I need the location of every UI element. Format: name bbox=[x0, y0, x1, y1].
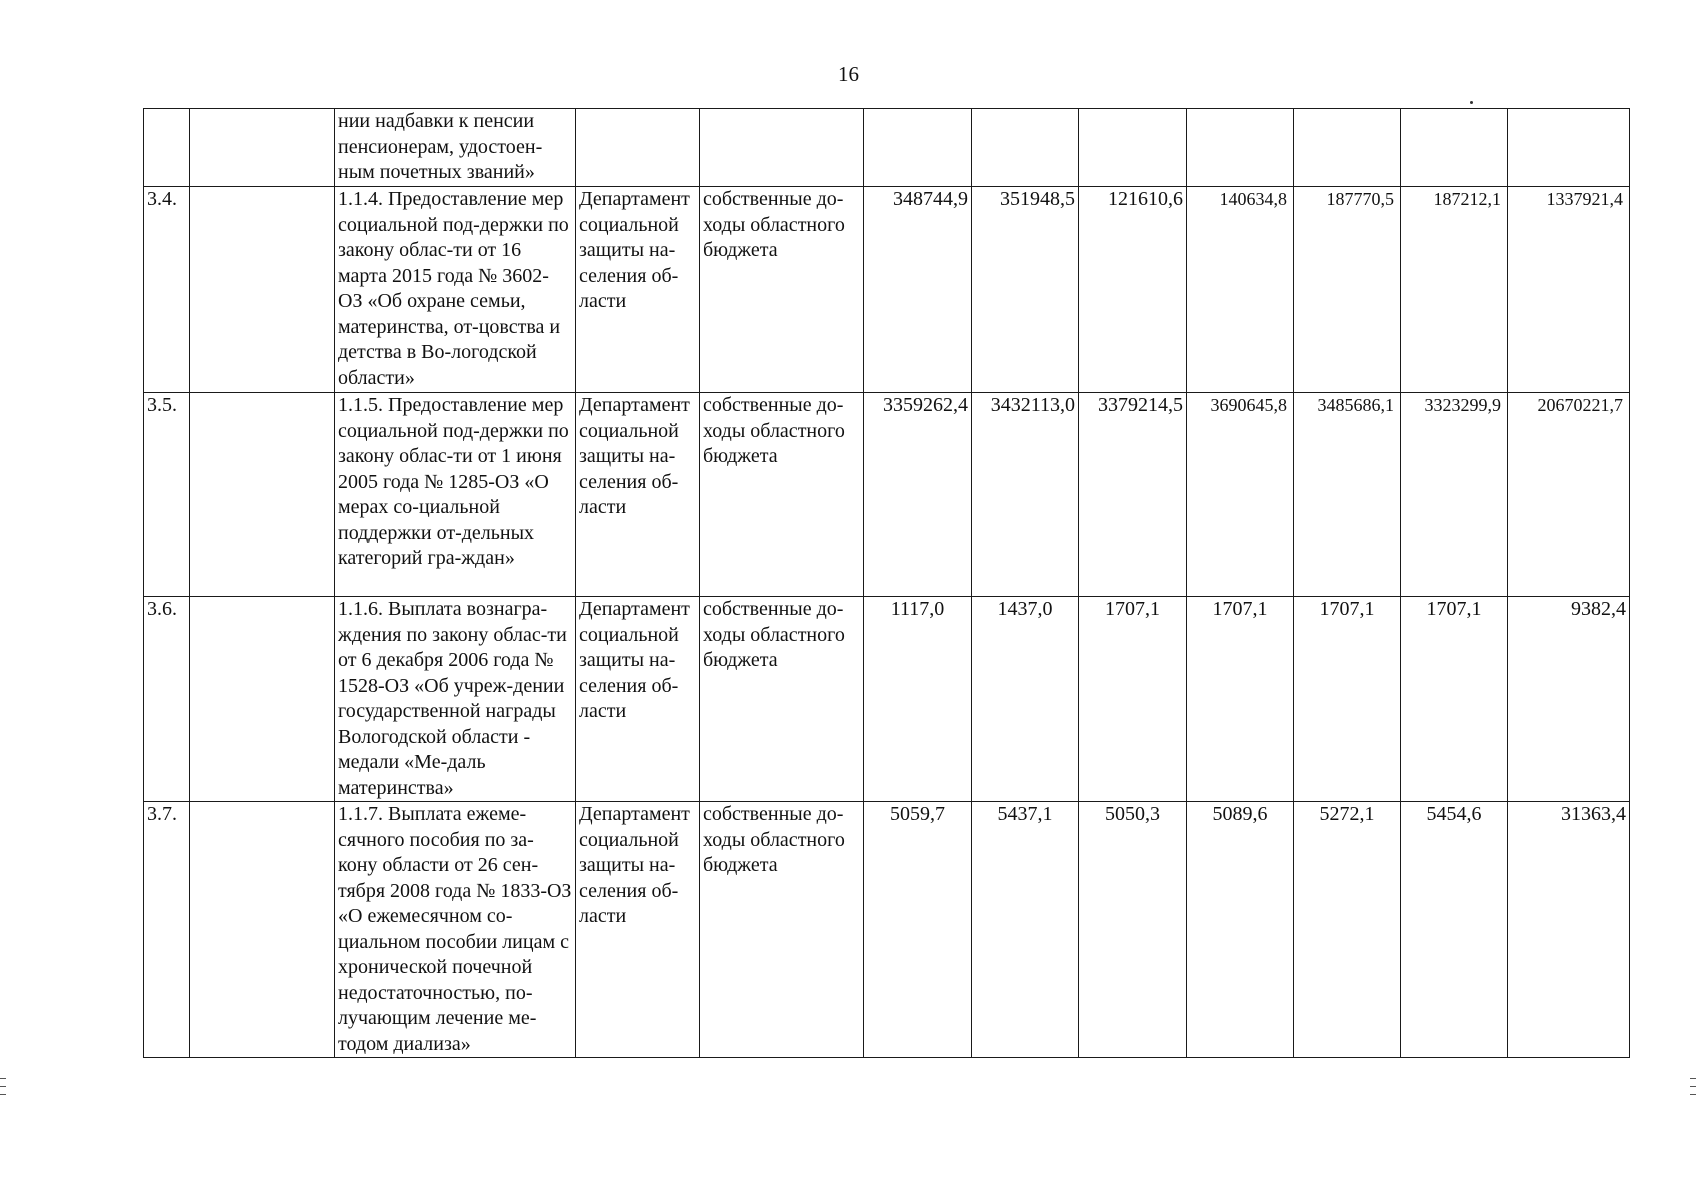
value-cell bbox=[1187, 109, 1294, 187]
left-edge-mark bbox=[0, 1078, 6, 1079]
table-row bbox=[144, 802, 1630, 1058]
value-cell: 5050,3 bbox=[1079, 802, 1187, 1058]
blank-cell bbox=[190, 109, 335, 187]
value-cell: 5454,6 bbox=[1401, 802, 1508, 1058]
right-edge-mark bbox=[1690, 1094, 1696, 1095]
right-edge-mark bbox=[1690, 1078, 1696, 1079]
value-cell bbox=[1508, 109, 1630, 187]
value-cell: 3432113,0 bbox=[972, 393, 1079, 597]
value-cell: 3359262,4 bbox=[864, 393, 972, 597]
value-cell: 187770,5 bbox=[1294, 187, 1401, 393]
value-cell: 1117,0 bbox=[864, 597, 972, 802]
page-number: 16 bbox=[838, 62, 859, 86]
value-cell: 351948,5 bbox=[972, 187, 1079, 393]
value-cell: 20670221,7 bbox=[1508, 393, 1630, 597]
value-cell bbox=[864, 109, 972, 187]
row-number: 3.6. bbox=[144, 597, 190, 802]
value-cell: 5437,1 bbox=[972, 802, 1079, 1058]
blank-cell bbox=[190, 597, 335, 802]
value-cell: 1437,0 bbox=[972, 597, 1079, 802]
value-cell: 3690645,8 bbox=[1187, 393, 1294, 597]
value-cell: 5059,7 bbox=[864, 802, 972, 1058]
row-number bbox=[144, 109, 190, 187]
value-cell: 187212,1 bbox=[1401, 187, 1508, 393]
funding-source: собственные до-ходы областного бюджета bbox=[700, 802, 864, 1058]
table-row bbox=[144, 393, 1630, 597]
value-cell: 9382,4 bbox=[1508, 597, 1630, 802]
measure-name: 1.1.7. Выплата ежеме-сячного пособия по за-кону области от 26 сен-тября 2008 года № 1833-ОЗ «О ежемесячном со-циальном пособии лицам с хронической почечной недостаточностью, по-лучающим лечение ме-тодом диализа» bbox=[335, 802, 576, 1058]
blank-cell bbox=[190, 393, 335, 597]
measure-name: 1.1.4. Предоставление мер социальной под-держки по закону облас-ти от 16 марта 2015 года № 3602-ОЗ «Об охране семьи, материнства, от-цовства и детства в Во-логодской области» bbox=[335, 187, 576, 393]
value-cell: 1707,1 bbox=[1187, 597, 1294, 802]
value-cell: 1337921,4 bbox=[1508, 187, 1630, 393]
blank-cell bbox=[190, 187, 335, 393]
department: Департамент социальной защиты на-селения об-ласти bbox=[576, 393, 700, 597]
value-cell: 3379214,5 bbox=[1079, 393, 1187, 597]
value-cell bbox=[1294, 109, 1401, 187]
value-cell bbox=[1079, 109, 1187, 187]
left-edge-mark bbox=[0, 1086, 6, 1087]
department: Департамент социальной защиты на-селения об-ласти bbox=[576, 187, 700, 393]
measure-name: 1.1.5. Предоставление мер социальной под-держки по закону облас-ти от 1 июня 2005 года № 1285-ОЗ «О мерах со-циальной поддержки от-дельных категорий гра-ждан» bbox=[335, 393, 576, 597]
funding-source: собственные до-ходы областного бюджета bbox=[700, 393, 864, 597]
row-number: 3.7. bbox=[144, 802, 190, 1058]
funding-source: собственные до-ходы областного бюджета bbox=[700, 187, 864, 393]
value-cell: 5089,6 bbox=[1187, 802, 1294, 1058]
value-cell bbox=[1401, 109, 1508, 187]
funding-source: собственные до-ходы областного бюджета bbox=[700, 597, 864, 802]
value-cell bbox=[972, 109, 1079, 187]
department: Департамент социальной защиты на-селения об-ласти bbox=[576, 802, 700, 1058]
row-number: 3.5. bbox=[144, 393, 190, 597]
value-cell: 1707,1 bbox=[1294, 597, 1401, 802]
value-cell: 31363,4 bbox=[1508, 802, 1630, 1058]
table-row bbox=[144, 187, 1630, 393]
funding-source bbox=[700, 109, 864, 187]
right-edge-mark bbox=[1690, 1086, 1696, 1087]
blank-cell bbox=[190, 802, 335, 1058]
value-cell: 121610,6 bbox=[1079, 187, 1187, 393]
department: Департамент социальной защиты на-селения об-ласти bbox=[576, 597, 700, 802]
value-cell: 1707,1 bbox=[1079, 597, 1187, 802]
value-cell: 1707,1 bbox=[1401, 597, 1508, 802]
value-cell: 3323299,9 bbox=[1401, 393, 1508, 597]
left-edge-mark bbox=[0, 1094, 6, 1095]
scan-speck bbox=[1470, 101, 1473, 104]
value-cell: 348744,9 bbox=[864, 187, 972, 393]
measure-name: нии надбавки к пенсии пенсионерам, удостоен-ным почетных званий» bbox=[335, 109, 576, 187]
table-row bbox=[144, 109, 1630, 187]
value-cell: 140634,8 bbox=[1187, 187, 1294, 393]
value-cell: 3485686,1 bbox=[1294, 393, 1401, 597]
department bbox=[576, 109, 700, 187]
measure-name: 1.1.6. Выплата вознагра-ждения по закону облас-ти от 6 декабря 2006 года № 1528-ОЗ «Об учреж-дении государственной награды Вологодской области - медали «Ме-даль материнства» bbox=[335, 597, 576, 802]
value-cell: 5272,1 bbox=[1294, 802, 1401, 1058]
row-number: 3.4. bbox=[144, 187, 190, 393]
program-table bbox=[143, 108, 1630, 1058]
table-row bbox=[144, 597, 1630, 802]
